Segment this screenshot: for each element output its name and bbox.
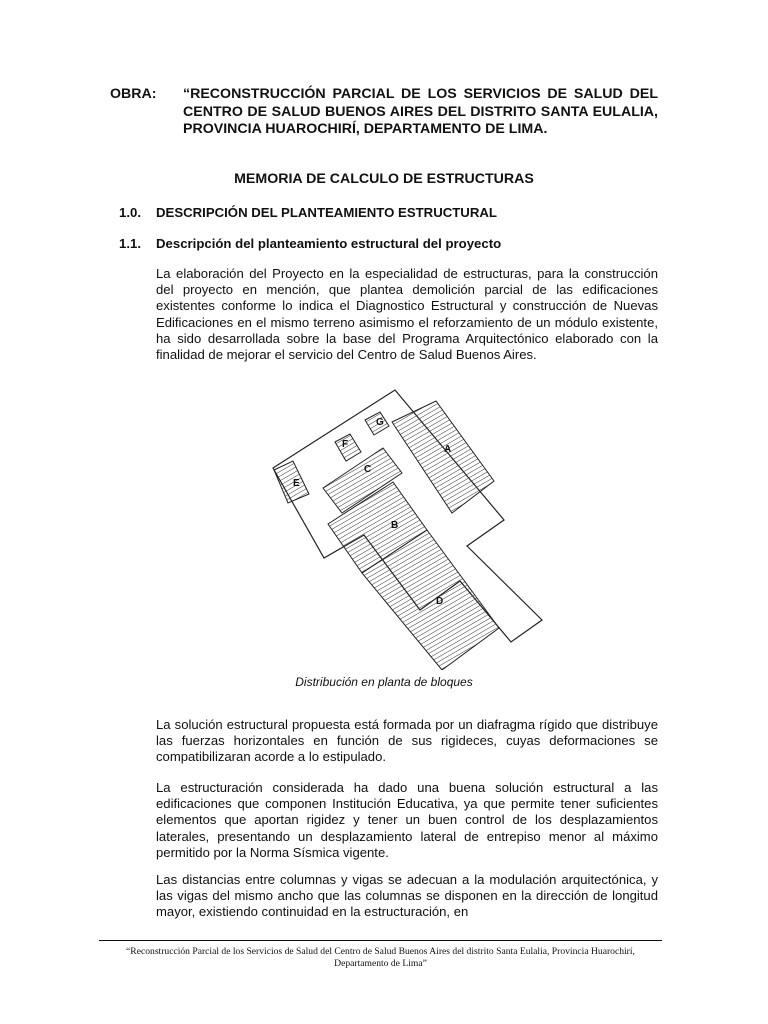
section-number: 1.1.: [119, 236, 141, 251]
block-label-e: E: [293, 478, 300, 489]
document-title: MEMORIA DE CALCULO DE ESTRUCTURAS: [234, 171, 534, 187]
obra-title: “RECONSTRUCCIÓN PARCIAL DE LOS SERVICIOS DE SALUD DEL CENTRO DE SALUD BUENOS AIRES DEL DISTRITO SANTA EULALIA, PROVINCIA HUAROCHIRÍ, DEPARTAMENTO DE LIMA.: [183, 86, 658, 137]
block-label-c: C: [364, 464, 372, 475]
block-plan-figure: [262, 380, 547, 670]
obra-heading: [110, 86, 658, 139]
paragraph-structural-solution: La solución estructural propuesta está formada por un diafragma rígido que distribuye las fuerzas horizontales en función de sus rigideces, cuyas deformaciones se compatibilizaran acorde a lo estipulado.: [156, 717, 658, 765]
footer-line-2: Departamento de Lima”: [334, 958, 427, 969]
section-number: 1.0.: [119, 205, 141, 220]
section-heading-1-0: [119, 205, 497, 220]
paragraph-intro: La elaboración del Proyecto en la especialidad de estructuras, para la construcción del proyecto en mención, que plantea demolición parcial de las edificaciones existentes conforme lo indica el Diagnostico Estructural y construcción de Nuevas Edificaciones en el mismo terreno asimismo el reforzamiento de un módulo existente, ha sido desarrollada sobre la base del Programa Arquitectónico elaborado con la finalidad de mejorar el servicio del Centro de Salud Buenos Aires.: [156, 266, 658, 363]
paragraph-structuring: La estructuración considerada ha dado una buena solución estructural a las edificaciones que componen Institución Educativa, ya que permite tener suficientes elementos que aportan rigidez y tener un buen control de los desplazamientos laterales, presentando un desplazamiento lateral de entrepiso menor al máximo permitido por la Norma Sísmica vigente.: [156, 780, 658, 860]
block-label-d: D: [436, 596, 444, 607]
block-label-a: A: [444, 444, 452, 455]
block-label-f: F: [342, 439, 349, 450]
obra-label: OBRA:: [110, 86, 157, 102]
footer-line-1: “Reconstrucción Parcial de los Servicios de Salud del Centro de Salud Buenos Aires del distrito Santa Eulalia, Provincia Huarochirí,: [126, 946, 635, 957]
section-title: DESCRIPCIÓN DEL PLANTEAMIENTO ESTRUCTURAL: [156, 205, 497, 220]
section-title: Descripción del planteamiento estructural del proyecto: [156, 236, 502, 251]
section-heading-1-1: [119, 236, 501, 251]
block-label-g: G: [376, 417, 384, 428]
paragraph-distances: Las distancias entre columnas y vigas se adecuan a la modulación arquitectónica, y las vigas del mismo ancho que las columnas se disponen en la dirección de longitud mayor, existiendo continuidad en la estructuración, en: [156, 872, 658, 920]
footer-divider: [99, 940, 662, 941]
block-plan-diagram: [262, 380, 547, 670]
figure-caption: Distribución en planta de bloques: [295, 675, 473, 689]
page-footer: [99, 946, 662, 970]
block-label-b: B: [391, 520, 399, 531]
